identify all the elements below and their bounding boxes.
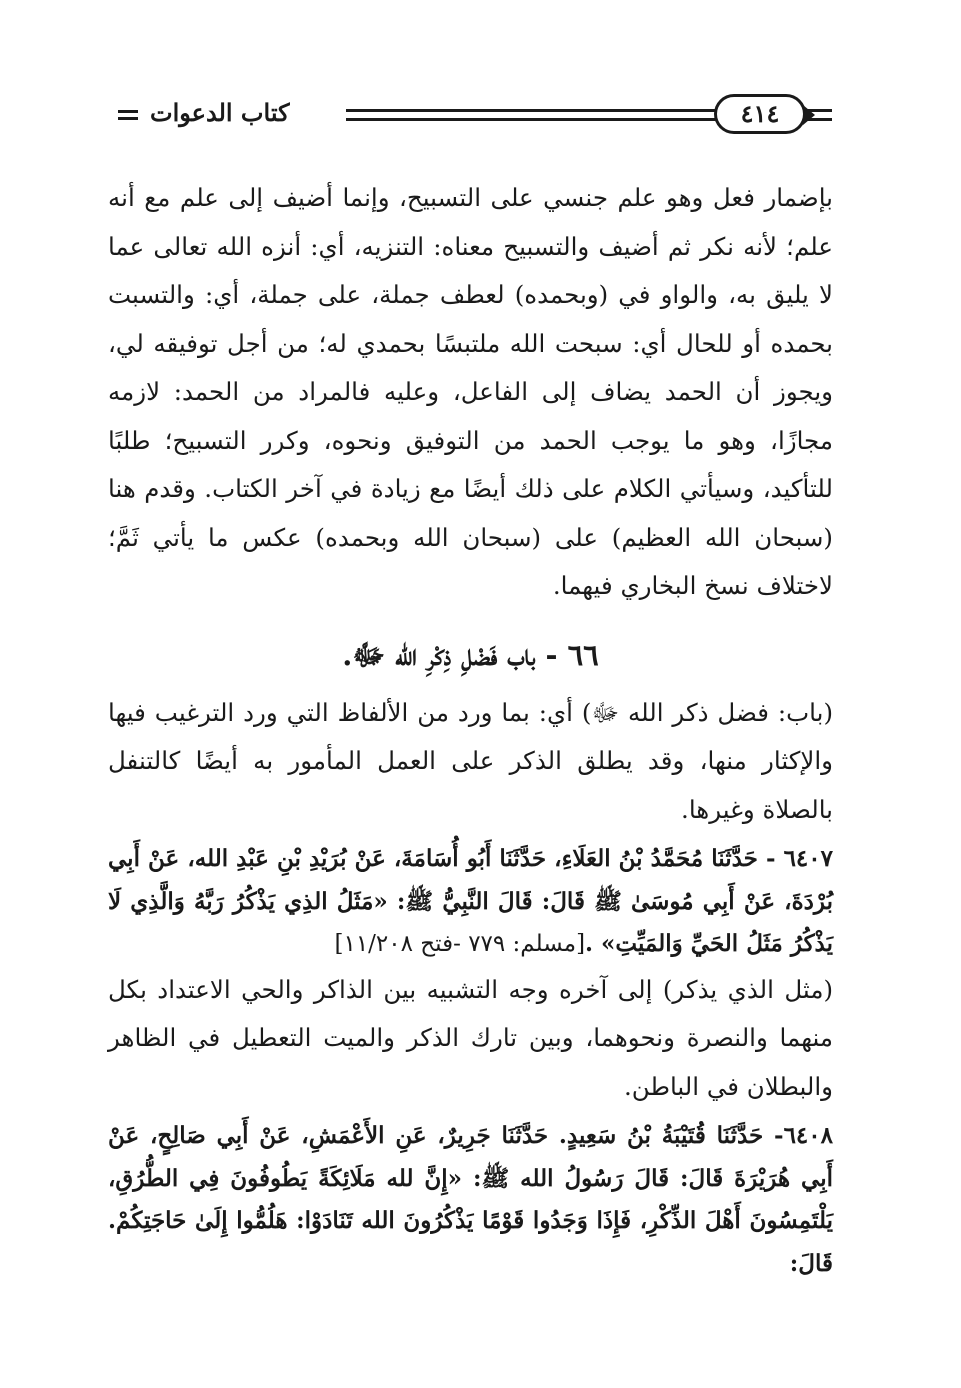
- commentary-paragraph-2: (باب: فضل ذكر الله ﷻ) أي: بما ورد من الألفاظ التي ورد الترغيب فيها والإكثار منها، وقد يطلق الذكر على العمل المأمور به أيضًا كالتنفل بالصلاة وغيرها.: [108, 697, 833, 824]
- hadith-6407: [108, 838, 833, 966]
- hadith-6407-text: ٦٤٠٧ - حَدَّثَنَا مُحَمَّدُ بْنُ العَلَاءِ، حَدَّثَنَا أَبُو أُسَامَةَ، عَنْ بُرَيْدِ بْنِ عَبْدِ الله، عَنْ أَبِي بُرْدَةَ، عَنْ أَبِي مُوسَىٰ ﷺ قَالَ: قَالَ النَّبِيُّ ﷺ: «مَثَلُ الذِي يَذْكُرُ رَبَّهُ وَالَّذِي لَا يَذْكُرُ مَثَلُ الحَيِّ وَالمَيِّتِ» .: [108, 845, 833, 957]
- header-rule: [346, 109, 718, 121]
- header-ornament-left: [118, 110, 138, 120]
- hadith-6408: ٦٤٠٨- حَدَّثَنَا قُتَيْبَةُ بْنُ سَعِيدٍ. حَدَّثَنَا جَرِيرٌ، عَنِ الأَعْمَشِ، عَنْ أَبِي صَالِحٍ، عَنْ أَبِي هُرَيْرَةَ قَالَ: قَالَ رَسُولُ الله ﷺ: «إِنَّ لله مَلَائِكَةً يَطُوفُونَ فِي الطُّرُقِ، يَلْتَمِسُونَ أَهْلَ الذِّكْرِ، فَإِذَا وَجَدُوا قَوْمًا يَذْكُرُونَ الله تَنَادَوْا: هَلُمُّوا إِلَىٰ حَاجَتِكُمْ. قَالَ:: [108, 1122, 833, 1277]
- chapter-title: ٦٦ - باب فَضْلِ ذِكْرِ الله ﷻ.: [342, 637, 599, 672]
- running-title: كتاب الدعوات: [150, 98, 290, 127]
- document-page: [108, 92, 833, 1285]
- hadith-6407-reference: [مسلم: ٧٧٩ -فتح ١١/٢٠٨]: [334, 931, 586, 957]
- page-number: ٤١٤: [714, 94, 806, 134]
- commentary-paragraph-1: بإضمار فعل وهو علم جنسي على التسبيح، وإنما أضيف إلى علم مع أنه علم؛ لأنه نكر ثم أضيف والتسبيح معناه: التنزيه، أي: أنزه الله تعالى عما لا يليق به، والواو في (وبحمده) لعطف جملة، على جملة، أي: والتسبت بحمده أو للحال أي: سبحت الله ملتبسًا بحمدي له؛ من أجل توفيقه لي، ويجوز أن الحمد يضاف إلى الفاعل، وعليه فالمراد من الحمد: لازمه مجازًا، وهو ما يوجب الحمد من التوفيق ونحوه، وكرر التسبيح؛ طلبًا للتأكيد، وسيأتي الكلام على ذلك أيضًا مع زيادة في آخر الكتاب. وقدم هنا (سبحان الله العظيم) على (سبحان الله وبحمده) عكس ما يأتي ثَمَّ؛ لاختلاف نسخ البخاري فيهما.: [108, 183, 833, 600]
- page-header: [108, 92, 833, 148]
- commentary-paragraph-3: (مثل الذي يذكر) إلى آخره وجه التشبيه بين الذاكر والحي الاعتداد بكل منهما والنصرة ونحوهما، وبين تارك الذكر والميت التعطيل في الظاهر والبطلان في الباطن.: [108, 974, 833, 1101]
- header-rule-right: [804, 109, 832, 121]
